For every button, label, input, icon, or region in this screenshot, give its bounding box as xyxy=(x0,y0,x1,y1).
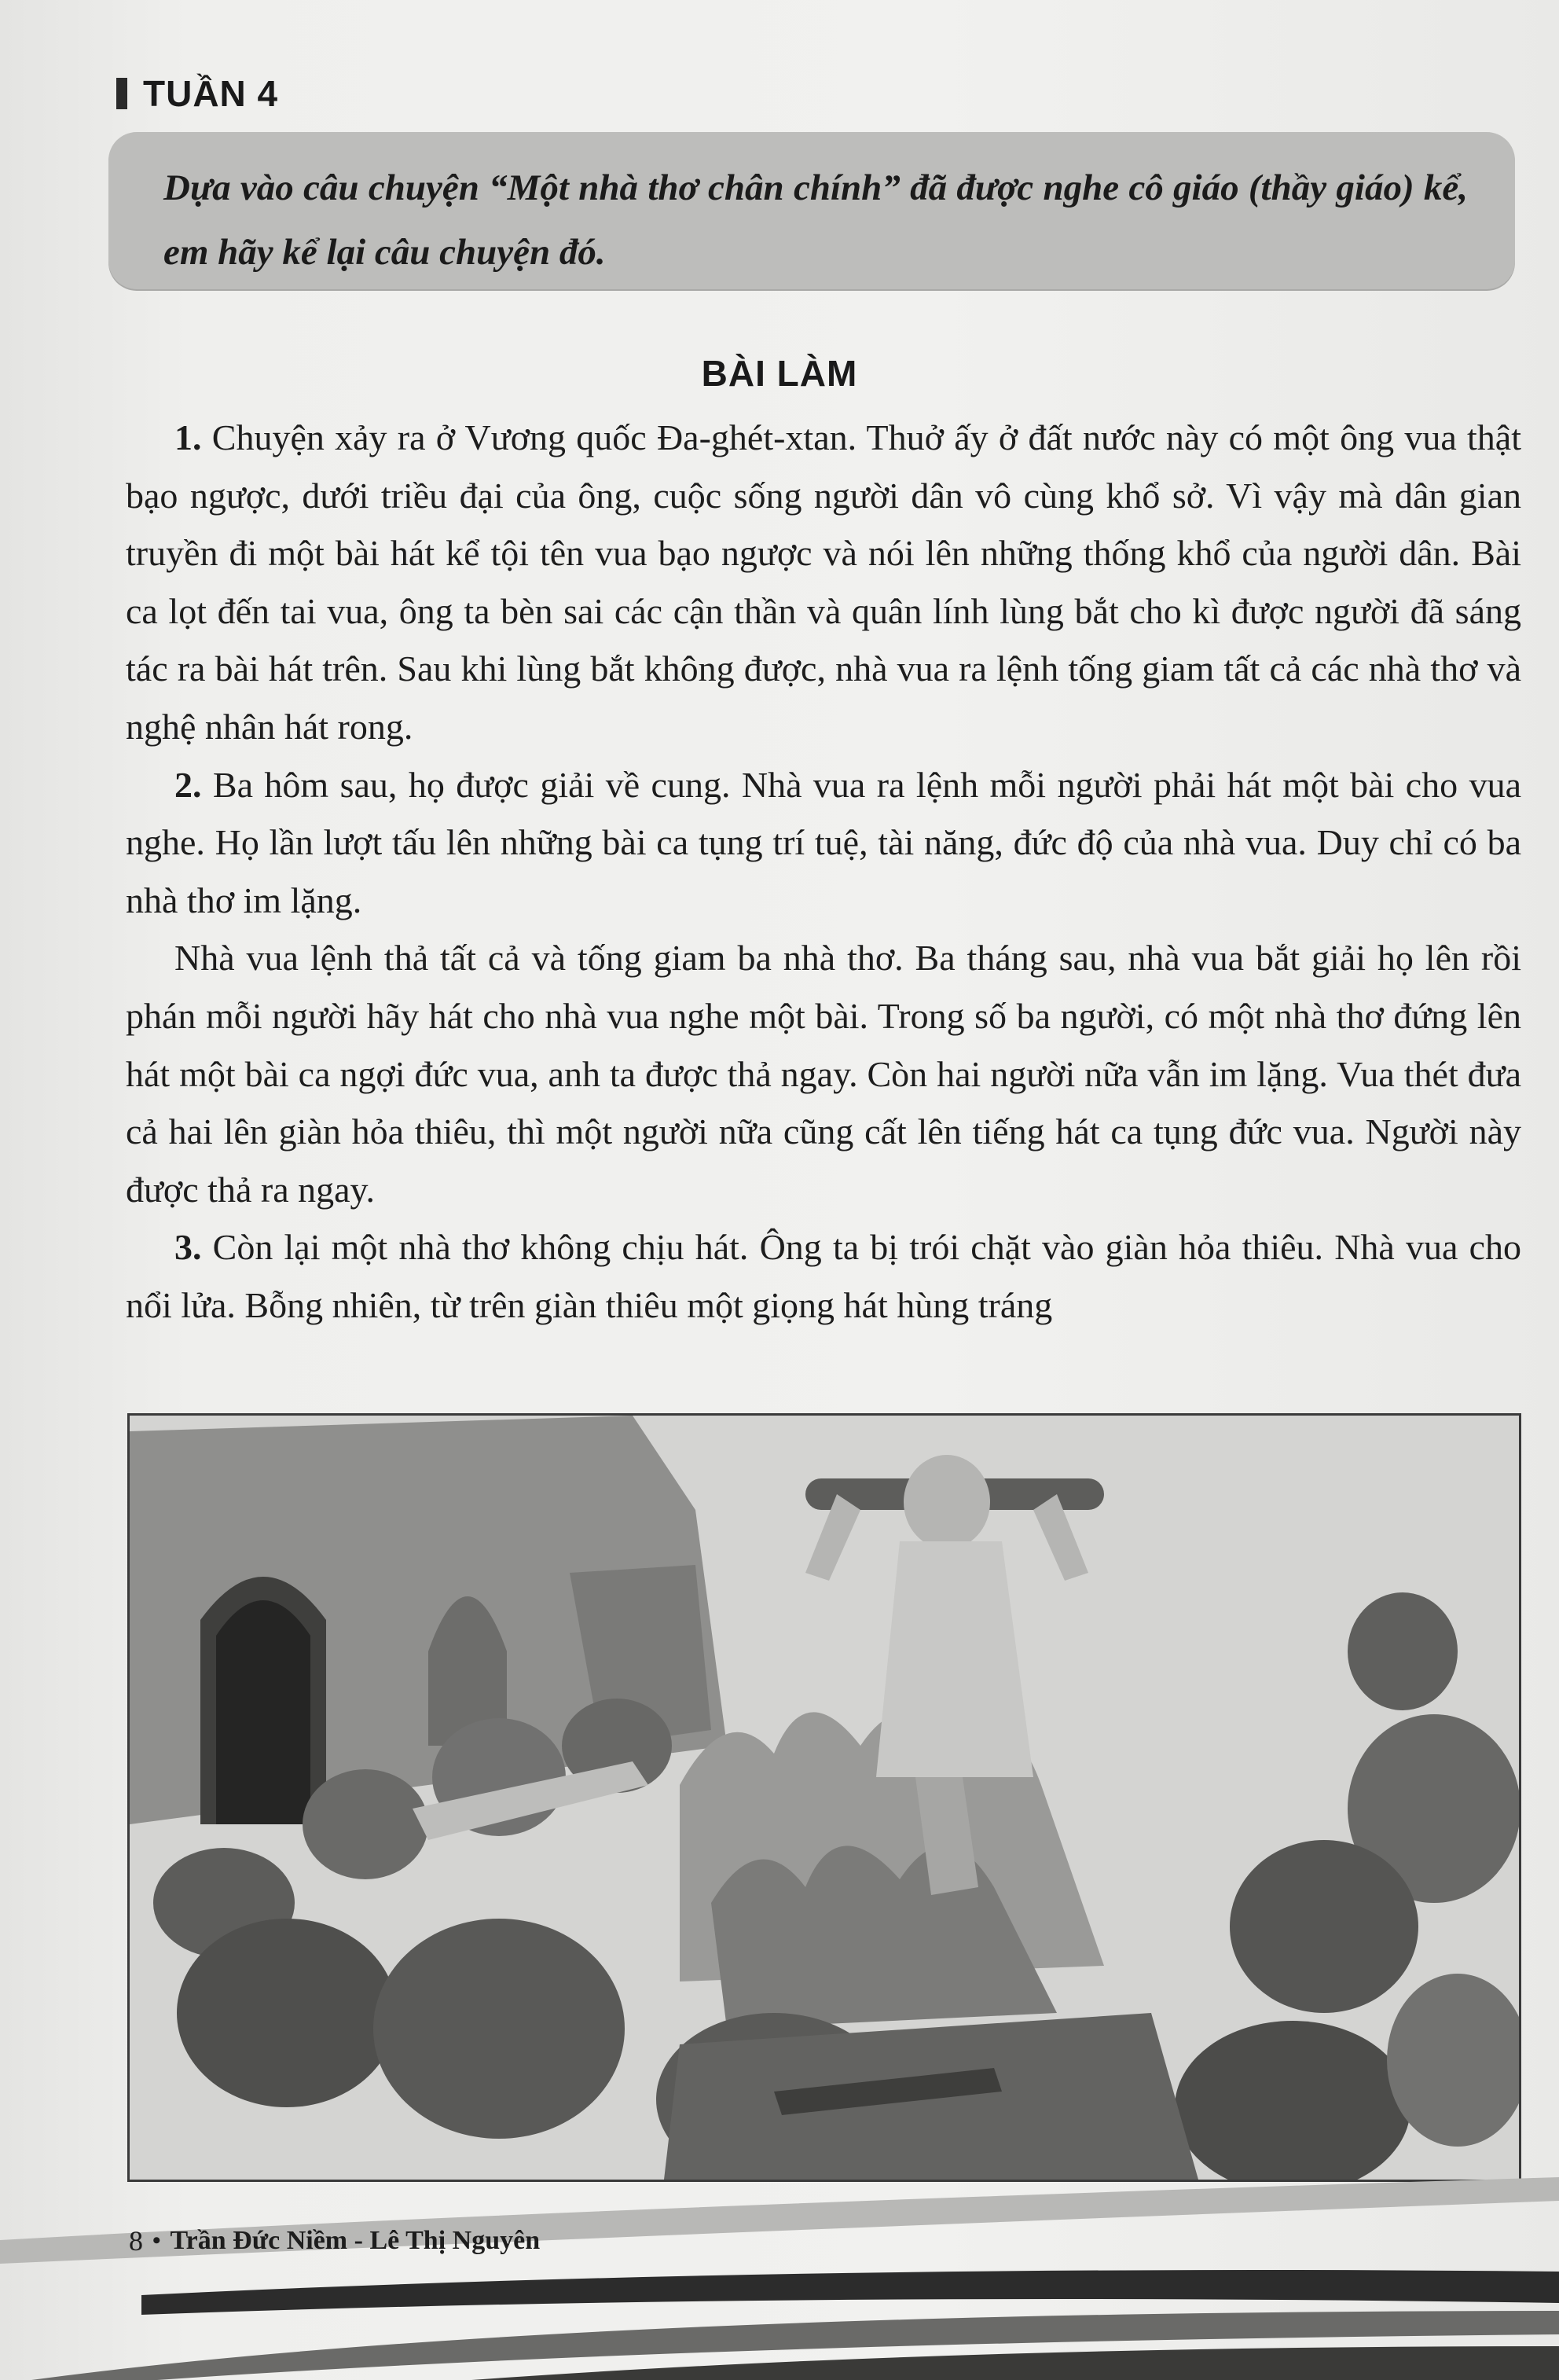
paragraph-3 xyxy=(126,929,1521,1218)
paragraph-number: 2. xyxy=(174,764,202,805)
paragraph-1 xyxy=(126,409,1521,756)
paragraph-text: Ba hôm sau, họ được giải về cung. Nhà vua ra lệnh mỗi người phải hát một bài cho vua nghe. Họ lần lượt tấu lên những bài ca tụng trí tuệ, tài năng, đức độ của nhà vua. Duy chỉ có ba nhà thơ im lặng. xyxy=(126,764,1521,920)
footer-authors: Trần Đức Niềm - Lê Thị Nguyên xyxy=(170,2226,541,2255)
paragraph-2 xyxy=(126,756,1521,930)
illustration-drawing xyxy=(130,1416,1519,2180)
paragraph-text: Chuyện xảy ra ở Vương quốc Đa-ghét-xtan. Thuở ấy ở đất nước này có một ông vua thật bạo ngược, dưới triều đại của ông, cuộc sống người dân vô cùng khổ sở. Vì vậy mà dân gian truyền đi một bài hát kể tội tên vua bạo ngược và nói lên những thống khổ của người dân. Bài ca lọt đến tai vua, ông ta bèn sai các cận thần và quân lính lùng bắt cho kì được người đã sáng tác ra bài hát trên. Sau khi lùng bắt không được, nhà vua ra lệnh tống giam tất cả các nhà thơ và nghệ nhân hát rong. xyxy=(126,417,1521,747)
footer-bullet: • xyxy=(152,2228,161,2253)
paragraph-number: 3. xyxy=(174,1227,202,1268)
section-title: BÀI LÀM xyxy=(701,353,858,394)
paragraph-text: Còn lại một nhà thơ không chịu hát. Ông ta bị trói chặt vào giàn hỏa thiêu. Nhà vua cho nổi lửa. Bỗng nhiên, từ trên giàn thiêu một giọng hát hùng tráng xyxy=(126,1227,1521,1325)
paragraph-number: 1. xyxy=(174,417,202,457)
page-footer xyxy=(129,2224,540,2257)
footer-wave-decoration xyxy=(0,2177,1559,2380)
paragraph-text: Nhà vua lệnh thả tất cả và tống giam ba nhà thơ. Ba tháng sau, nhà vua bắt giải họ lên rồi phán mỗi người hãy hát cho nhà vua nghe một bài. Trong số ba người, có một nhà thơ đứng lên hát một bài ca ngợi đức vua, anh ta được thả ngay. Còn hai người nữa vẫn im lặng. Vua thét đưa cả hai lên giàn hỏa thiêu, thì một người nữa cũng cất lên tiếng hát ca tụng đức vua. Người này được thả ra ngay. xyxy=(126,938,1521,1210)
week-heading xyxy=(116,72,278,115)
story-illustration xyxy=(127,1413,1521,2182)
week-label: TUẦN 4 xyxy=(143,73,279,114)
prompt-box xyxy=(108,132,1515,289)
paragraph-4 xyxy=(126,1218,1521,1334)
prompt-text: Dựa vào câu chuyện “Một nhà thơ chân chính” đã được nghe cô giáo (thầy giáo) kể, em hãy kể lại câu chuyện đó. xyxy=(163,167,1468,273)
heading-bar-marker xyxy=(116,78,127,109)
story-body xyxy=(126,409,1521,1335)
page-number: 8 xyxy=(129,2225,143,2257)
